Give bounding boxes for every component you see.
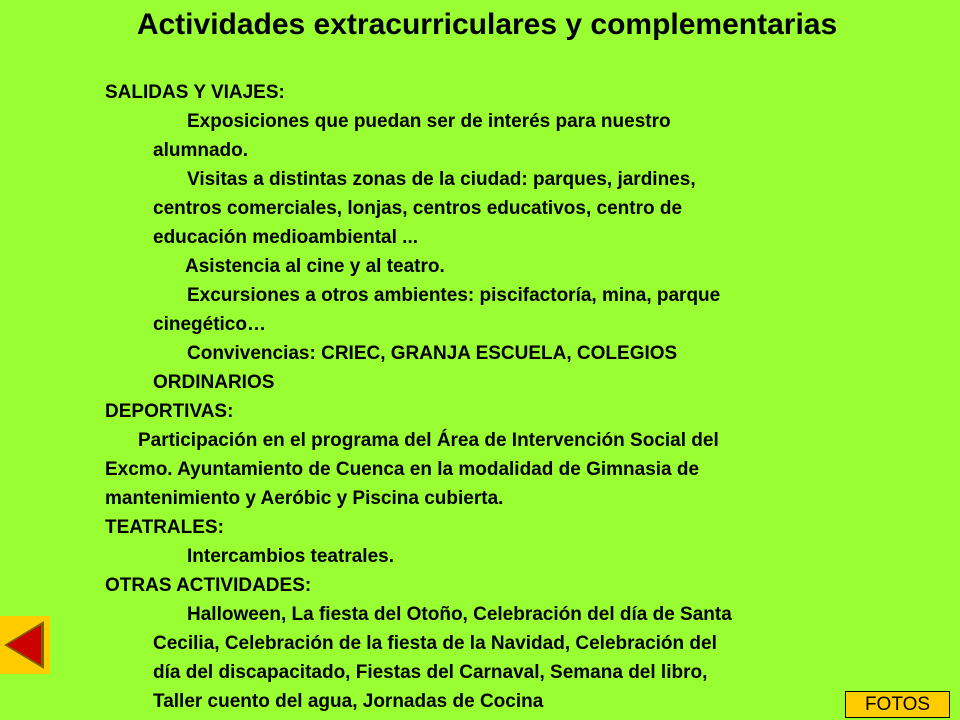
list-item: Asistencia al cine y al teatro. [185, 256, 445, 277]
paragraph-line: Participación en el programa del Área de Intervención Social del [138, 430, 719, 451]
paragraph-line: mantenimiento y Aeróbic y Piscina cubierta. [105, 488, 504, 509]
paragraph-line: Excmo. Ayuntamiento de Cuenca en la modalidad de Gimnasia de [105, 459, 700, 480]
list-item-continuation: día del discapacitado, Fiestas del Carnaval, Semana del libro, [153, 662, 708, 683]
activities-content [105, 78, 895, 716]
list-item: Intercambios teatrales. [187, 546, 394, 567]
section-heading-teatrales: TEATRALES: [105, 517, 224, 538]
section-heading-otras: OTRAS ACTIVIDADES: [105, 575, 312, 596]
back-button[interactable] [0, 616, 50, 674]
list-item-continuation: ORDINARIOS [153, 372, 275, 393]
section-heading-salidas: SALIDAS Y VIAJES: [105, 82, 285, 103]
triangle-left-icon [0, 616, 50, 674]
list-item: Halloween, La fiesta del Otoño, Celebración del día de Santa [187, 604, 732, 625]
fotos-button[interactable]: FOTOS [845, 691, 950, 718]
slide-title: Actividades extracurriculares y complementarias [136, 8, 838, 41]
list-item-continuation: Taller cuento del agua, Jornadas de Cocina [153, 691, 544, 712]
list-item-continuation: alumnado. [153, 140, 249, 161]
list-item-continuation: Cecilia, Celebración de la fiesta de la Navidad, Celebración del [153, 633, 717, 654]
list-item: Excursiones a otros ambientes: piscifactoría, mina, parque [187, 285, 721, 306]
list-item: Convivencias: CRIEC, GRANJA ESCUELA, COLEGIOS [187, 343, 678, 364]
list-item-continuation: educación medioambiental ... [153, 227, 419, 248]
section-heading-deportivas: DEPORTIVAS: [105, 401, 234, 422]
list-item: Exposiciones que puedan ser de interés para nuestro [187, 111, 671, 132]
list-item-continuation: cinegético… [153, 314, 266, 335]
list-item: Visitas a distintas zonas de la ciudad: parques, jardines, [187, 169, 696, 190]
list-item-continuation: centros comerciales, lonjas, centros educativos, centro de [153, 198, 683, 219]
